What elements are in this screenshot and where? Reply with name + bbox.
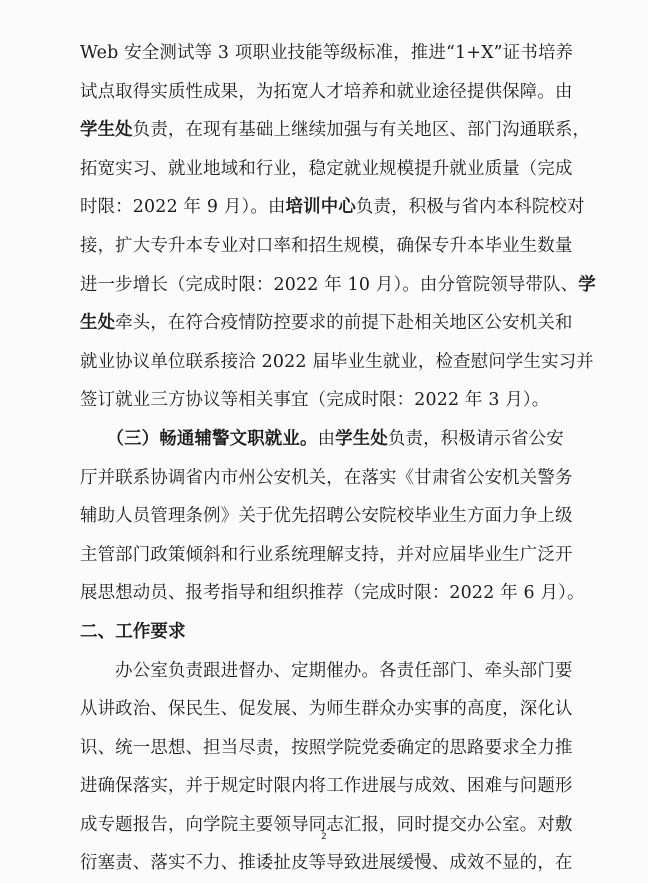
- text-line: [80, 188, 576, 227]
- text-line: [80, 497, 576, 536]
- text-line: [80, 111, 576, 150]
- text-line: [80, 574, 576, 613]
- text-run: 办公室负责跟进督办、定期催办。各责任部门、牵头部门要: [80, 661, 573, 681]
- text-line: [80, 150, 576, 189]
- text-line: [80, 844, 576, 883]
- text-run: 负责，积极与省内本科院校对: [356, 197, 585, 217]
- page-number: 2: [0, 832, 648, 842]
- text-run: 展思想动员、报考指导和组织推荐（完成时限：2022 年 6 月）。: [80, 583, 585, 603]
- text-run: Web 安全测试等 3 项职业技能等级标准，推进“1+X”证书培养: [80, 43, 573, 63]
- paragraph-auxiliary-police: [80, 420, 576, 613]
- dept-student-office: 学生处: [80, 120, 133, 140]
- text-line: [80, 343, 576, 382]
- text-line: [80, 381, 576, 420]
- text-run: 辅助人员管理条例》关于优先招聘公安院校毕业生方面力争上级: [80, 506, 573, 526]
- paragraph-employment-channels: [80, 34, 576, 420]
- text-run: 试点取得实质性成果，为拓宽人才培养和就业途径提供保障。由: [80, 82, 573, 102]
- text-line: [80, 304, 576, 343]
- dept-student-office: 生处: [80, 313, 115, 333]
- text-run: 进一步增长（完成时限：2022 年 10 月）。由分管院领导带队、: [80, 275, 578, 295]
- text-line: [80, 227, 576, 266]
- text-run: 时限：2022 年 9 月）。由: [80, 197, 286, 217]
- paragraph-work-requirements: [80, 652, 576, 883]
- text-run: 成专题报告，向学院主要领导同志汇报，同时提交办公室。对敷: [80, 815, 573, 835]
- text-run: 签订就业三方协议等相关事宜（完成时限：2022 年 3 月）。: [80, 390, 549, 410]
- text-run: 负责，积极请示省公安: [388, 429, 564, 449]
- text-run: 识、统一思想、担当尽责，按照学院党委确定的思路要求全力推: [80, 738, 573, 758]
- text-run: 从讲政治、保民生、促发展、为师生群众办实事的高度，深化认: [80, 699, 573, 719]
- text-line: [80, 690, 576, 729]
- text-line: [80, 420, 576, 459]
- section-heading: 二、工作要求: [80, 613, 576, 652]
- text-run: 接，扩大专升本专业对口率和招生规模，确保专升本毕业生数量: [80, 236, 573, 256]
- text-run: 负责，在现有基础上继续加强与有关地区、部门沟通联系，: [133, 120, 590, 140]
- text-run: 厅并联系协调省内市州公安机关，在落实《甘肃省公安机关警务: [80, 468, 573, 488]
- text-line: [80, 536, 576, 575]
- indent: [80, 429, 115, 449]
- text-run: 牵头，在符合疫情防控要求的前提下赴相关地区公安机关和: [115, 313, 572, 333]
- text-run: 就业协议单位联系接洽 2022 届毕业生就业，检查慰问学生实习并: [80, 352, 594, 372]
- text-line: [80, 729, 576, 768]
- text-run: 进确保落实，并于规定时限内将工作进展与成效、困难与问题形: [80, 776, 573, 796]
- text-line: [80, 34, 576, 73]
- subsection-title: （三）畅通辅警文职就业。: [115, 429, 317, 449]
- text-line: [80, 266, 576, 305]
- text-run: 由: [318, 429, 336, 449]
- text-line: [80, 73, 576, 112]
- text-line: [80, 767, 576, 806]
- text-line: [80, 652, 576, 691]
- text-run: 衍塞责、落实不力、推诿扯皮等导致进展缓慢、成效不显的，在: [80, 853, 573, 873]
- text-run: 主管部门政策倾斜和行业系统理解支持，并对应届毕业生广泛开: [80, 545, 573, 565]
- dept-student-office: 学: [578, 275, 596, 295]
- text-run: 拓宽实习、就业地域和行业，稳定就业规模提升就业质量（完成: [80, 159, 573, 179]
- dept-student-office: 学生处: [335, 429, 388, 449]
- dept-training-center: 培训中心: [286, 197, 356, 217]
- text-line: [80, 459, 576, 498]
